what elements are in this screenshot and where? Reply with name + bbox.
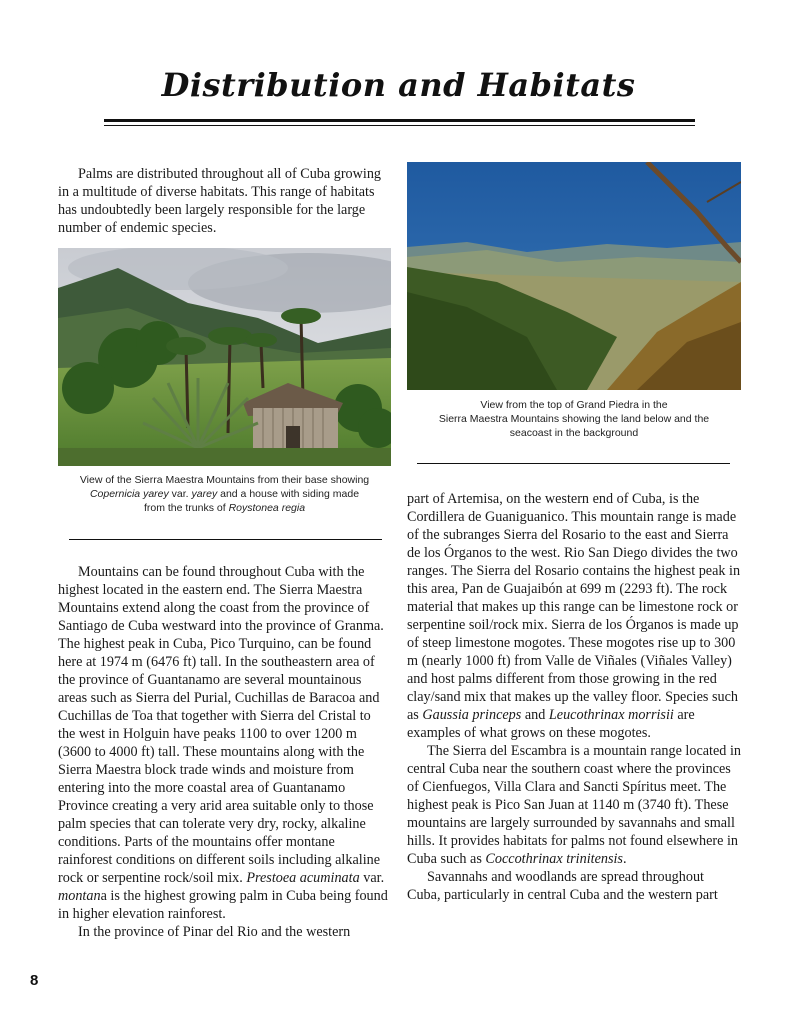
right-paragraph-artemisa [407, 490, 741, 742]
species-coccothrinax: Coccothrinax trinitensis [485, 851, 623, 867]
caption-left [58, 473, 391, 515]
caption-left-line3 [58, 501, 391, 515]
caption-left-line2 [58, 487, 391, 501]
right-p2-text: The Sierra del Escambra is a mountain range located in central Cuba near the southern coast where the provinces of Cienfuegos, Villa Clara and Sancti Spíritus meet. The highest peak is Pico San Juan at 1140 m (3740 ft). These mountains are largely surrounded by savannahs and small hills. It provides habitats for palms not found elsewhere in Cuba such as [407, 743, 741, 867]
page-title: Distribution and Habitats [161, 66, 636, 104]
caption-species-var: yarey [191, 488, 218, 500]
title-rule-thick [104, 119, 695, 122]
right-p1-and: and [521, 707, 549, 723]
left-column [58, 563, 390, 941]
right-p1-end: are examples of what grows on these mogotes. [407, 707, 695, 741]
intro-paragraph: Palms are distributed throughout all of Cuba growing in a multitude of diverse habitats. This range of habitats has undoubtedly been largely responsible for the large number of endemic species. [58, 166, 382, 236]
left-p1-end: a is the highest growing palm in Cuba being found in higher elevation rainforest. [58, 888, 388, 922]
caption-right-line3: seacoast in the background [509, 427, 639, 439]
species-gaussia: Gaussia princeps [422, 707, 522, 723]
page-number: 8 [30, 972, 39, 989]
intro-text [58, 165, 390, 237]
caption-left-line3-start: from the trunks of [143, 502, 229, 514]
caption-rule-right [417, 463, 730, 464]
caption-var-word: var. [168, 488, 192, 500]
caption-right [407, 398, 741, 440]
photo-grand-piedra-view [407, 162, 741, 390]
right-p1-text: part of Artemisa, on the western end of Cuba, is the Cordillera de Guaniguanico. This mountain range is made of the subranges Sierra del Rosario to the east and Sierra de los Órganos to the west. Rio San Diego divides the two ranges. The Sierra del Rosario contains the highest peak in this area, Pan de Guajaibón at 699 m (2293 ft). The rock material that makes up this range can be limestone rock or serpentine soil/rock mix. Sierra de los Órganos is made up of steep limestone mogotes. These mogotes rise up to 300 m (nearly 1000 ft) from Valle de Viñales (Viñales Valley) and host palms different from those growing in the red clay/sand mix that makes up the valley floor. Species such as [407, 491, 741, 723]
photo-sierra-maestra-base [58, 248, 391, 466]
caption-rule-left [69, 539, 382, 540]
title-rule-thin [104, 125, 695, 126]
species-montana: montan [58, 888, 101, 904]
left-paragraph-pinar: In the province of Pinar del Rio and the western [78, 924, 351, 940]
caption-right-line1: View from the top of Grand Piedra in the [480, 399, 668, 411]
species-prestoea: Prestoea acuminata [246, 870, 360, 886]
left-p1-var: var. [359, 870, 385, 886]
caption-left-line2-rest: and a house with siding made [217, 488, 360, 500]
species-leucothrinax: Leucothrinax morrisii [548, 707, 674, 723]
caption-species-roystonea: Roystonea regia [228, 502, 306, 514]
caption-left-line1: View of the Sierra Maestra Mountains from their base showing [79, 474, 370, 486]
caption-right-line2: Sierra Maestra Mountains showing the land below and the [438, 413, 710, 425]
left-p1-text: Mountains can be found throughout Cuba with the highest located in the eastern end. The Sierra Maestra Mountains extend along the coast from the province of Santiago de Cuba westward into the province of Granma. The highest peak in Cuba, Pico Turquino, can be found here at 1974 m (6476 ft) tall. In the southeastern area of the province of Guantanamo are several mountainous areas such as Sierra del Purial, Cuchillas de Baracoa and Cuchillas de Toa that together with Sierra del Cristal to the west in Holguin have peaks 1100 to over 1200 m (3600 to 4000 ft) tall. These mountains along with the Sierra Maestra block trade winds and moisture from entering into the more coastal area of Guantanamo Province creating a very arid area suitable only to those palm species that can tolerate very dry, rocky, alkaline conditions. Parts of the mountains offer montane rainforest conditions on different soils including alkaline rock or serpentine rock/soil mix. [58, 564, 384, 886]
caption-species-copernicia: Copernicia yarey [89, 488, 169, 500]
right-column [407, 490, 741, 904]
right-p2-end: . [622, 851, 627, 867]
left-paragraph-mountains [58, 563, 390, 923]
right-paragraph-savannahs: Savannahs and woodlands are spread throughout Cuba, particularly in central Cuba and the western part [407, 869, 718, 903]
right-paragraph-escambra [407, 742, 741, 868]
